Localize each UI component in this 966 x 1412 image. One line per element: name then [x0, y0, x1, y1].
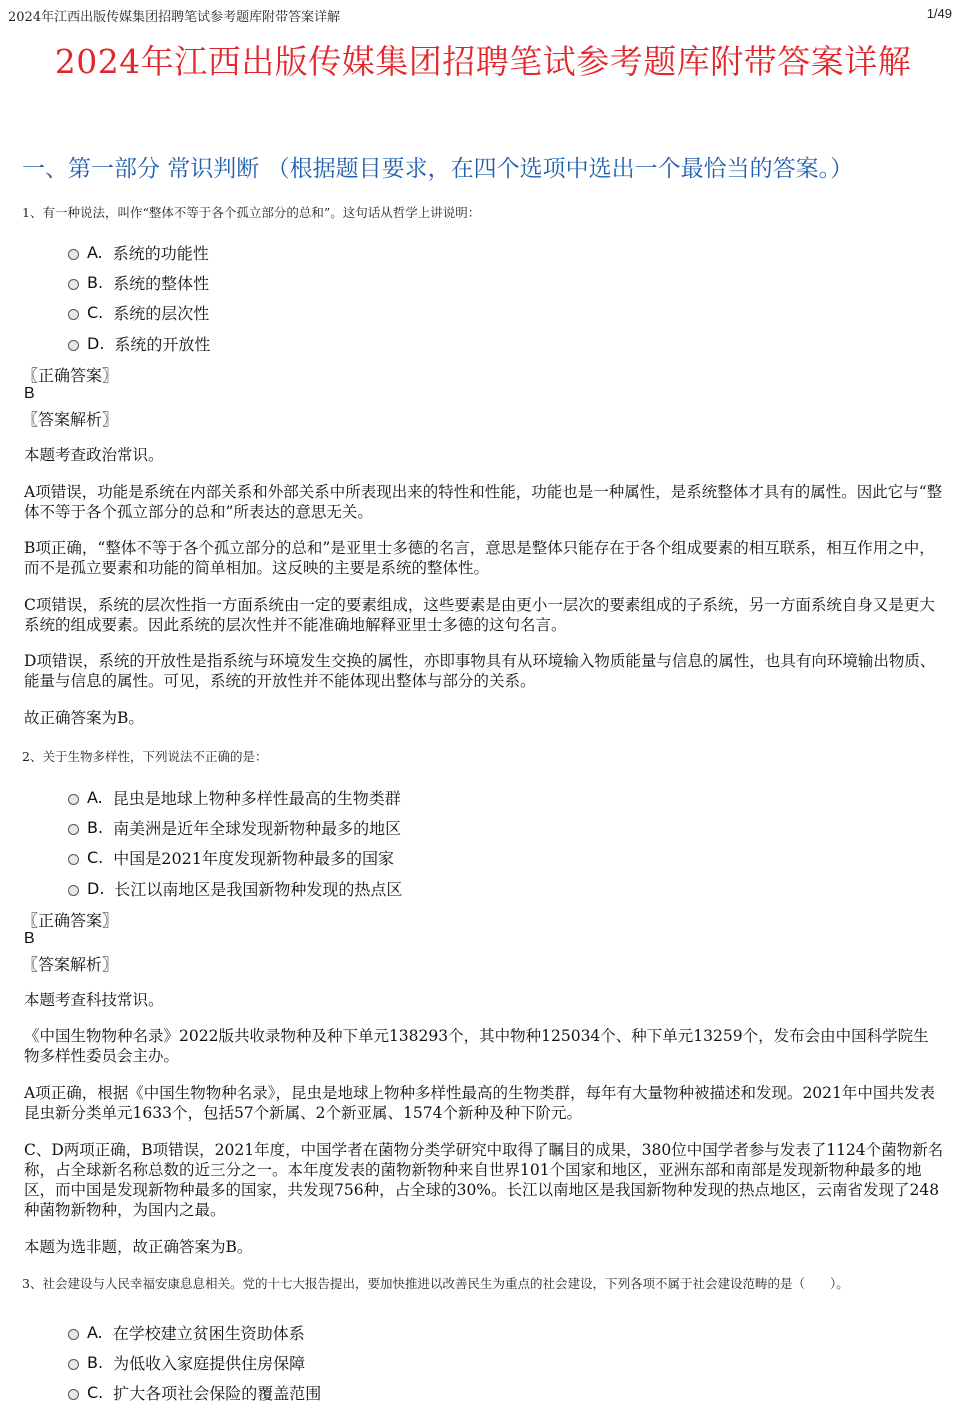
question-2-option-d[interactable]	[68, 877, 402, 900]
radio-button-icon[interactable]	[68, 1359, 79, 1370]
analysis-paragraph: 本题考查政治常识。	[24, 446, 164, 464]
option-text: 中国是2021年度发现新物种最多的国家	[113, 849, 394, 868]
question-3-option-c[interactable]	[68, 1381, 321, 1404]
option-letter: D.	[87, 334, 105, 353]
analysis-paragraph: A项错误，功能是系统在内部关系和外部关系中所表现出来的特性和性能，功能也是一种属性，是系统整体才具有的属性。因此它与“整体不等于各个孤立部分的总和”所表达的意思无关。	[24, 483, 943, 521]
running-header-title: 2024年江西出版传媒集团招聘笔试参考题库附带答案详解	[8, 10, 341, 25]
option-letter: A.	[87, 1323, 103, 1342]
section-heading: 一、第一部分 常识判断 （根据题目要求，在四个选项中选出一个最恰当的答案。）	[22, 156, 854, 182]
option-letter: C.	[87, 1383, 104, 1402]
correct-answer-value: B	[24, 930, 35, 947]
option-text: 系统的功能性	[112, 244, 209, 263]
question-1-option-b[interactable]	[68, 271, 209, 294]
question-2-option-c[interactable]	[68, 846, 394, 869]
analysis-paragraph: 本题为选非题，故正确答案为B。	[24, 1238, 253, 1256]
radio-button-icon[interactable]	[68, 340, 79, 351]
option-letter: B.	[87, 273, 104, 292]
option-text: 系统的整体性	[113, 274, 210, 293]
option-letter: B.	[87, 818, 104, 837]
page-number: 1/49	[926, 6, 952, 21]
question-2-option-b[interactable]	[68, 816, 401, 839]
analysis-paragraph: D项错误，系统的开放性是指系统与环境发生交换的属性，亦即事物具有从环境输入物质能量与信息的属性，也具有向环境输出物质、能量与信息的属性。可见，系统的开放性并不能体现出整体与部分的关系。	[24, 652, 936, 690]
option-text: 长江以南地区是我国新物种发现的热点区	[114, 880, 403, 899]
radio-button-icon[interactable]	[68, 1329, 79, 1340]
question-3-option-b[interactable]	[68, 1351, 305, 1374]
option-text: 扩大各项社会保险的覆盖范围	[113, 1384, 322, 1403]
question-1-option-d[interactable]	[68, 332, 210, 355]
question-1-option-a[interactable]	[68, 241, 209, 264]
radio-button-icon[interactable]	[68, 794, 79, 805]
question-2-stem: 2、关于生物多样性，下列说法不正确的是：	[22, 749, 268, 764]
option-letter: C.	[87, 303, 104, 322]
radio-button-icon[interactable]	[68, 309, 79, 320]
analysis-paragraph: 《中国生物物种名录》2022版共收录物种及种下单元138293个，其中物种125034个、种下单元13259个，发布会由中国科学院生物多样性委员会主办。	[24, 1027, 929, 1065]
option-text: 南美洲是近年全球发现新物种最多的地区	[113, 819, 402, 838]
radio-button-icon[interactable]	[68, 249, 79, 260]
question-3-stem: 3、社会建设与人民幸福安康息息相关。党的十七大报告提出，要加快推进以改善民生为重点的社会建设，下列各项不属于社会建设范畴的是（ ）。	[22, 1276, 849, 1291]
analysis-paragraph: 本题考查科技常识。	[24, 991, 164, 1009]
question-1-option-c[interactable]	[68, 301, 209, 324]
analysis-paragraph: C、D两项正确，B项错误，2021年度，中国学者在菌物分类学研究中取得了瞩目的成果，380位中国学者参与发表了1124个菌物新名称，占全球新名称总数的近三分之一。本年度发表的菌物新物种来自世界101个国家和地区，亚洲东部和南部是发现新物种最多的地区，而中国是发现新物种最多的国家，共发现756种，占全球的30%。长江以南地区是我国新物种发现的热点地区，云南省发现了248种菌物新物种，为国内之最。	[24, 1141, 944, 1219]
analysis-paragraph: A项正确，根据《中国生物物种名录》，昆虫是地球上物种多样性最高的生物类群，每年有大量物种被描述和发现。2021年中国共发表昆虫新分类单元1633个，包括57个新属、2个新亚属、1574个新种及种下阶元。	[24, 1084, 935, 1122]
analysis-paragraph: B项正确，“整体不等于各个孤立部分的总和”是亚里士多德的名言，意思是整体只能存在于各个组成要素的相互联系，相互作用之中，而不是孤立要素和功能的简单相加。这反映的主要是系统的整体性。	[24, 539, 935, 577]
option-text: 为低收入家庭提供住房保障	[113, 1354, 306, 1373]
option-text: 昆虫是地球上物种多样性最高的生物类群	[112, 789, 401, 808]
correct-answer-label: 〖正确答案〗	[22, 366, 119, 385]
analysis-paragraph: C项错误，系统的层次性指一方面系统由一定的要素组成，这些要素是由更小一层次的要素组成的子系统，另一方面系统自身又是更大系统的组成要素。因此系统的层次性并不能准确地解释亚里士多德的这句名言。	[24, 596, 935, 634]
answer-analysis-label: 〖答案解析〗	[22, 410, 119, 429]
question-1-stem: 1、有一种说法，叫作“整体不等于各个孤立部分的总和”。这句话从哲学上讲说明：	[22, 205, 481, 220]
radio-button-icon[interactable]	[68, 885, 79, 896]
option-letter: A.	[87, 243, 103, 262]
option-text: 系统的层次性	[113, 304, 210, 323]
radio-button-icon[interactable]	[68, 854, 79, 865]
option-text: 在学校建立贫困生资助体系	[112, 1324, 305, 1343]
radio-button-icon[interactable]	[68, 824, 79, 835]
document-title: 2024年江西出版传媒集团招聘笔试参考题库附带答案详解	[54, 42, 912, 81]
analysis-paragraph: 故正确答案为B。	[24, 709, 144, 727]
answer-analysis-label: 〖答案解析〗	[22, 955, 119, 974]
radio-button-icon[interactable]	[68, 279, 79, 290]
correct-answer-value: B	[24, 385, 35, 402]
option-letter: C.	[87, 848, 104, 867]
option-letter: A.	[87, 788, 103, 807]
option-letter: B.	[87, 1353, 104, 1372]
option-text: 系统的开放性	[114, 335, 211, 354]
radio-button-icon[interactable]	[68, 1389, 79, 1400]
question-2-option-a[interactable]	[68, 786, 401, 809]
question-3-option-a[interactable]	[68, 1321, 305, 1344]
option-letter: D.	[87, 879, 105, 898]
correct-answer-label: 〖正确答案〗	[22, 911, 119, 930]
